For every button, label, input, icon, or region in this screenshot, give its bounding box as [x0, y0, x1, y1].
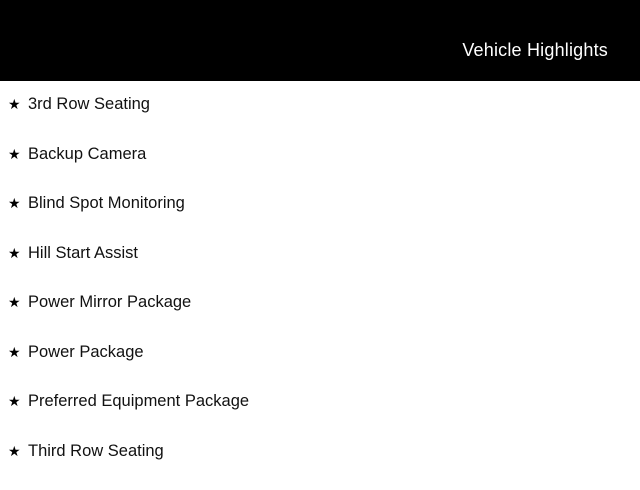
list-item-label: Third Row Seating: [28, 441, 164, 461]
star-icon: ★: [8, 392, 28, 410]
list-item-label: Power Package: [28, 342, 144, 362]
star-icon: ★: [8, 194, 28, 212]
page-title: Vehicle Highlights: [462, 39, 608, 61]
star-icon: ★: [8, 95, 28, 113]
list-item-label: 3rd Row Seating: [28, 94, 150, 114]
list-item-label: Blind Spot Monitoring: [28, 193, 185, 213]
star-icon: ★: [8, 442, 28, 460]
star-icon: ★: [8, 293, 28, 311]
header-bar: [0, 0, 640, 81]
list-item-label: Hill Start Assist: [28, 243, 138, 263]
star-icon: ★: [8, 145, 28, 163]
list-item-label: Backup Camera: [28, 144, 146, 164]
vehicle-highlights-list: [0, 81, 640, 490]
list-item: [0, 342, 640, 392]
list-item: [0, 441, 640, 490]
list-item-label: Preferred Equipment Package: [28, 391, 249, 411]
list-item: [0, 94, 640, 144]
list-item: [0, 144, 640, 194]
list-item: [0, 391, 640, 441]
star-icon: ★: [8, 244, 28, 262]
star-icon: ★: [8, 343, 28, 361]
list-item: [0, 193, 640, 243]
list-item: [0, 292, 640, 342]
list-item: [0, 243, 640, 293]
list-item-label: Power Mirror Package: [28, 292, 191, 312]
